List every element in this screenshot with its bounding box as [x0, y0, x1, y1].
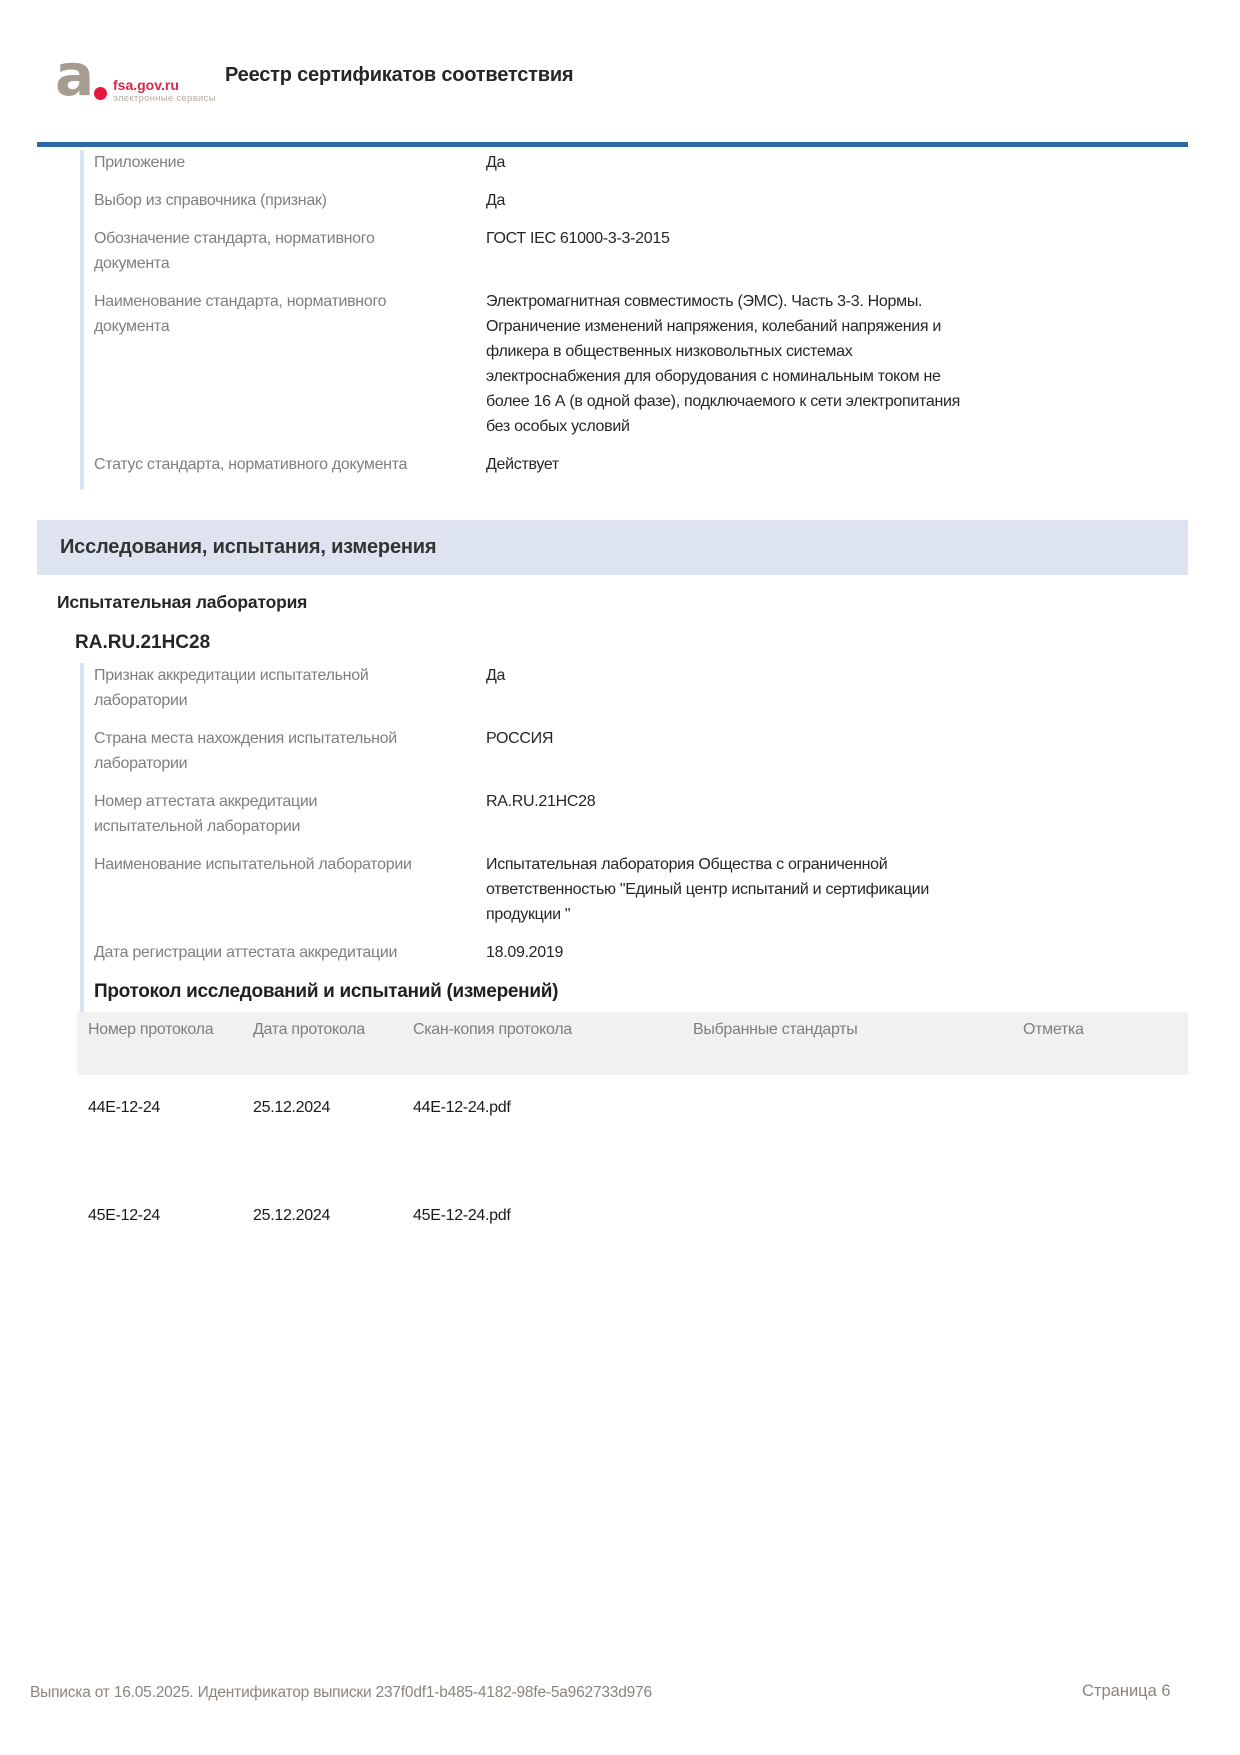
protocol-standards-cell — [682, 1075, 1012, 1183]
detail-value: Да — [486, 192, 506, 209]
col-header-mark: Отметка — [1012, 1012, 1188, 1075]
fsa-logo-letter: а — [55, 41, 95, 109]
detail-label: Наименование стандарта, нормативного документа — [94, 293, 387, 335]
page-title: Реестр сертификатов соответствия — [225, 64, 574, 86]
detail-row — [94, 226, 1090, 276]
protocol-date-cell: 25.12.2024 — [253, 1207, 331, 1224]
detail-value: Испытательная лаборатория Общества с ограниченной ответственностью "Единый центр испытаний и сертификации продукции " — [486, 856, 929, 923]
fsa-logo-icon — [55, 41, 115, 109]
protocol-date-cell: 25.12.2024 — [253, 1099, 331, 1116]
detail-value: Действует — [486, 456, 559, 473]
detail-label: Признак аккредитации испытательной лаборатории — [94, 667, 369, 709]
detail-label: Статус стандарта, нормативного документа — [94, 456, 408, 473]
extract-id-text: Выписка от 16.05.2025. Идентификатор выписки 237f0df1-b485-4182-98fe-5a962733d976 — [30, 1684, 652, 1701]
detail-row — [94, 940, 1190, 965]
protocol-scan-cell: 44E-12-24.pdf — [413, 1099, 511, 1116]
protocol-number-cell: 44E-12-24 — [88, 1099, 161, 1116]
detail-row — [94, 852, 1190, 927]
section-header — [37, 520, 1188, 575]
lab-accreditation-number: RA.RU.21HC28 — [75, 632, 211, 653]
protocol-row — [77, 1075, 1188, 1183]
lab-details-block — [80, 663, 1190, 1013]
detail-label: Выбор из справочника (признак) — [94, 192, 327, 209]
detail-row — [94, 789, 1190, 839]
protocol-mark-cell — [1012, 1183, 1188, 1291]
detail-value: РОССИЯ — [486, 730, 554, 747]
header-divider-rule — [37, 142, 1188, 147]
lab-section-title: Испытательная лаборатория — [57, 592, 308, 612]
protocol-scan-cell: 45E-12-24.pdf — [413, 1207, 511, 1224]
detail-row — [94, 289, 1090, 439]
col-header-protocol-number: Номер протокола — [77, 1012, 242, 1075]
detail-value: RA.RU.21HC28 — [486, 793, 596, 810]
protocol-number-cell: 45E-12-24 — [88, 1207, 161, 1224]
protocol-mark-cell — [1012, 1075, 1188, 1183]
detail-row — [94, 188, 1090, 213]
detail-label: Приложение — [94, 154, 185, 171]
detail-label: Номер аттестата аккредитации испытательной лаборатории — [94, 793, 318, 835]
detail-row — [94, 663, 1190, 713]
detail-label: Наименование испытательной лаборатории — [94, 856, 412, 873]
page-number: Страница 6 — [1082, 1682, 1171, 1700]
col-header-scan-copy: Скан-копия протокола — [402, 1012, 682, 1075]
detail-row — [94, 150, 1090, 175]
protocols-header-row — [77, 1012, 1188, 1075]
col-header-selected-standards: Выбранные стандарты — [682, 1012, 1012, 1075]
protocols-heading: Протокол исследований и испытаний (измерений) — [94, 981, 559, 1002]
col-header-protocol-date: Дата протокола — [242, 1012, 402, 1075]
detail-label: Обозначение стандарта, нормативного документа — [94, 230, 375, 272]
detail-value: Да — [486, 667, 506, 684]
logo-tagline-text: электронные сервисы — [113, 93, 216, 104]
standard-details-block — [80, 150, 1090, 490]
detail-row — [94, 452, 1090, 477]
detail-value: Электромагнитная совместимость (ЭМС). Часть 3-3. Нормы. Ограничение изменений напряжения, колебаний напряжения и фликера в общественных низковольтных системах электроснабжения для оборудования с номинальным током не более 16 А (в одной фазе), подключаемого к сети электропитания без особых условий — [486, 293, 961, 435]
protocol-standards-cell — [682, 1183, 1012, 1291]
fsa-logo-dot-icon — [94, 87, 107, 100]
detail-label: Страна места нахождения испытательной лаборатории — [94, 730, 397, 772]
protocols-table — [77, 1012, 1188, 1291]
detail-row — [94, 726, 1190, 776]
section-title: Исследования, испытания, измерения — [60, 536, 437, 558]
protocol-row — [77, 1183, 1188, 1291]
detail-label: Дата регистрации аттестата аккредитации — [94, 944, 398, 961]
detail-value: ГОСТ IEC 61000-3-3-2015 — [486, 230, 670, 247]
logo-site-text: fsa.gov.ru — [113, 77, 179, 93]
detail-value: Да — [486, 154, 506, 171]
detail-value: 18.09.2019 — [486, 944, 564, 961]
